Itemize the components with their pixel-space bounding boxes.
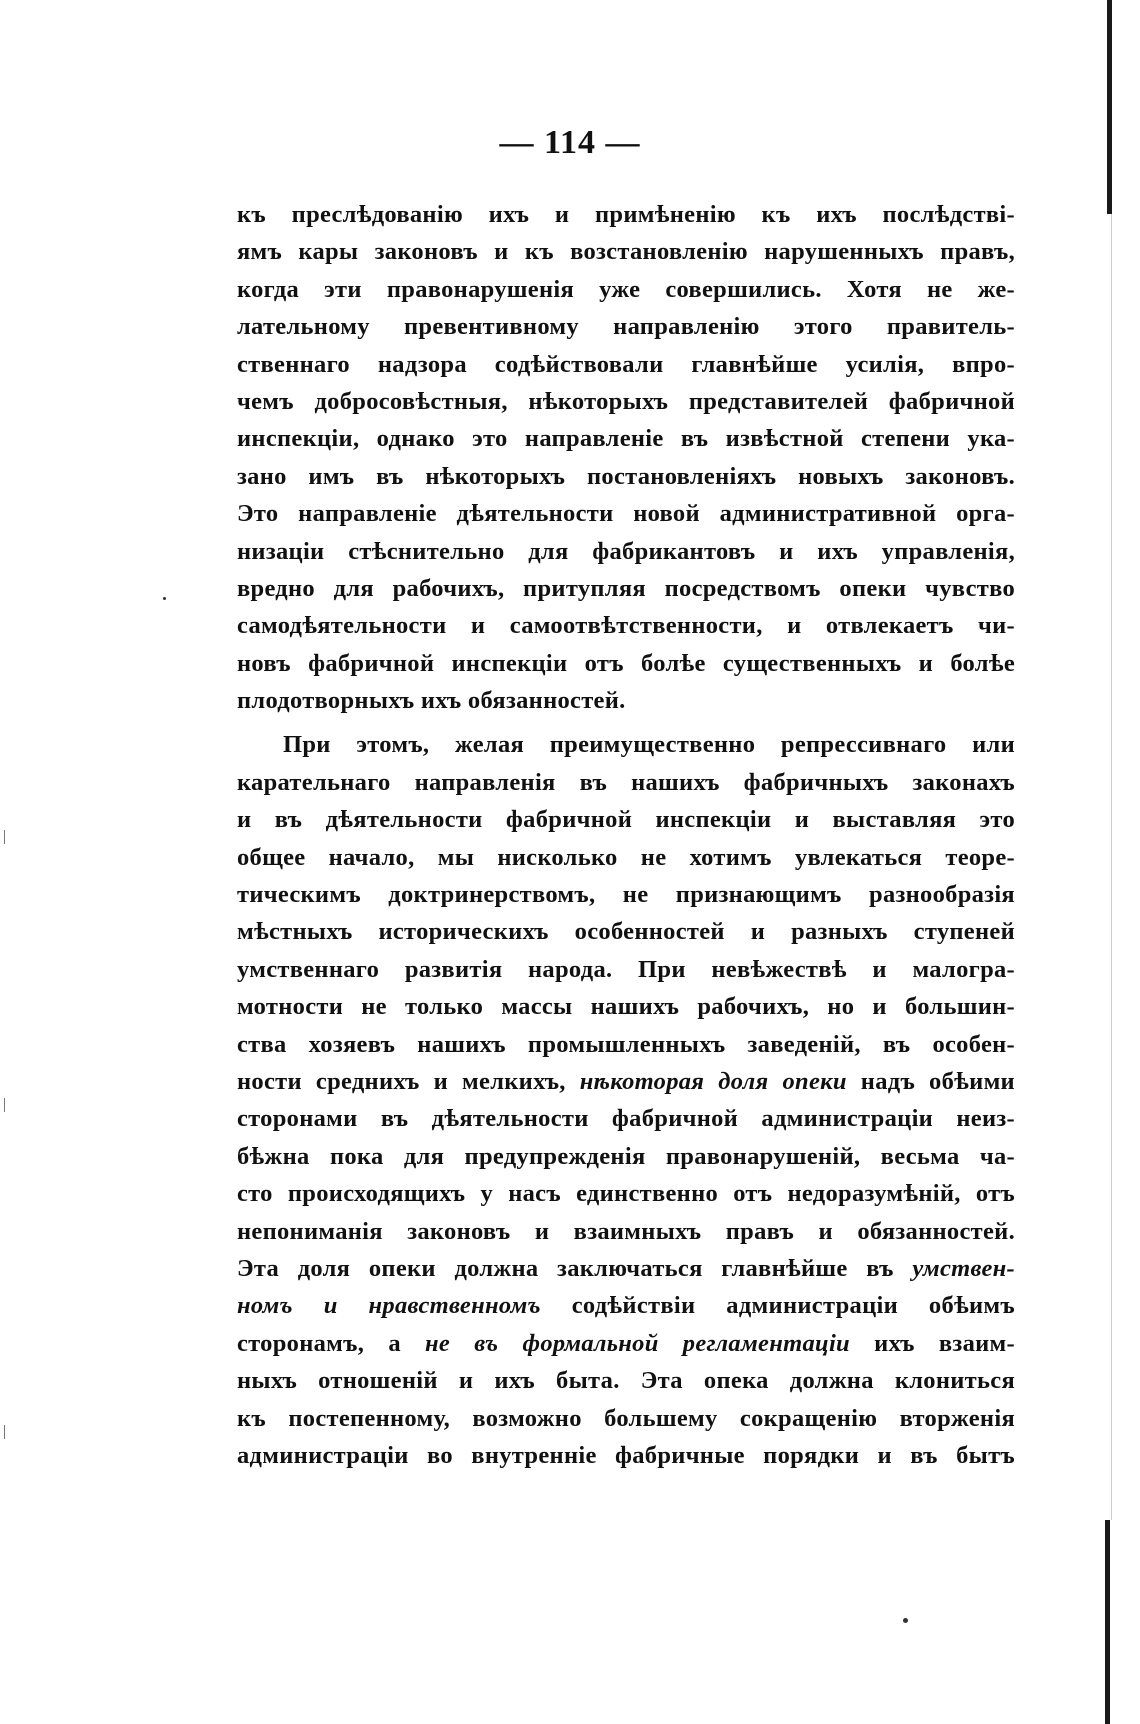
paragraph-2 bbox=[237, 726, 1015, 1474]
text-line-mixed bbox=[237, 1063, 1015, 1100]
text-line: низаціи стѣснительно для фабрикантовъ и ихъ управленія, bbox=[237, 537, 1015, 565]
text-line: плодотворныхъ ихъ обязанностей. bbox=[237, 687, 626, 715]
text-line: мотности не только массы нашихъ рабочихъ, но и большин- bbox=[237, 993, 1015, 1021]
text-line: къ преслѣдованію ихъ и примѣненію къ ихъ послѣдстві- bbox=[237, 201, 1015, 228]
text-line-mixed bbox=[237, 1287, 1015, 1324]
text-line: когда эти правонарушенія уже совершились. Хотя не же- bbox=[237, 275, 1015, 303]
text-line: вредно для рабочихъ, притупляя посредствомъ опеки чувство bbox=[237, 574, 1015, 602]
text-line: непониманія законовъ и взаимныхъ правъ и обязанностей. bbox=[237, 1217, 1015, 1245]
text-line: и въ дѣятельности фабричной инспекціи и выставляя это bbox=[237, 806, 1015, 834]
scan-edge-line bbox=[1111, 214, 1112, 1520]
scan-edge-bar-top bbox=[1107, 0, 1112, 214]
ink-speck bbox=[163, 597, 166, 600]
page-number: — 114 — bbox=[499, 124, 641, 161]
text-line-mixed bbox=[237, 1250, 1015, 1287]
text-line: лательному превентивному направленію этого правитель- bbox=[237, 313, 1015, 341]
text-run: содѣйствіи администраціи обѣимъ bbox=[540, 1292, 1015, 1320]
text-line: чемъ добросовѣстныя, нѣкоторыхъ представителей фабричной bbox=[237, 387, 1015, 415]
text-run: Эта доля опеки должна заключаться главнѣйше въ bbox=[237, 1254, 913, 1282]
paragraph-1 bbox=[237, 196, 1015, 719]
text-line: Это направленіе дѣятельности новой административной орга- bbox=[237, 500, 1015, 528]
text-line: сто происходящихъ у насъ единственно отъ недоразумѣній, отъ bbox=[237, 1180, 1015, 1208]
text-line: ямъ кары законовъ и къ возстановленію нарушенныхъ правъ, bbox=[237, 238, 1015, 266]
body-text bbox=[237, 196, 1015, 1474]
text-run: ихъ взаим- bbox=[849, 1329, 1015, 1357]
text-line: ства хозяевъ нашихъ промышленныхъ заведеній, въ особен- bbox=[237, 1030, 1015, 1058]
scan-mark bbox=[4, 1425, 5, 1439]
text-line: общее начало, мы нисколько не хотимъ увлекаться теоре- bbox=[237, 843, 1015, 871]
text-line: карательнаго направленія въ нашихъ фабричныхъ законахъ bbox=[237, 768, 1015, 796]
text-line: новъ фабричной инспекціи отъ болѣе существенныхъ и болѣе bbox=[237, 649, 1015, 677]
text-line-mixed bbox=[237, 1325, 1015, 1362]
scan-mark bbox=[4, 830, 5, 844]
text-line: умственнаго развитія народа. При невѣжествѣ и малогра- bbox=[237, 955, 1015, 983]
text-line: бѣжна пока для предупрежденія правонарушеній, весьма ча- bbox=[237, 1142, 1015, 1170]
text-line: тическимъ доктринерствомъ, не признающимъ разнообразія bbox=[237, 881, 1015, 909]
scan-edge-bar-bottom bbox=[1105, 1520, 1110, 1724]
text-line: администраціи во внутренніе фабричные порядки и въ бытъ bbox=[237, 1441, 1015, 1469]
text-line: самодѣятельности и самоотвѣтственности, и отвлекаетъ чи- bbox=[237, 612, 1015, 640]
text-line: сторонами въ дѣятельности фабричной администраціи неиз- bbox=[237, 1105, 1015, 1133]
text-line: ныхъ отношеній и ихъ быта. Эта опека должна клониться bbox=[237, 1367, 1015, 1395]
italic-emphasis: умствен- bbox=[912, 1254, 1015, 1282]
ink-speck bbox=[903, 1618, 908, 1623]
text-run: сторонамъ, а bbox=[237, 1329, 426, 1357]
paragraph-gap bbox=[237, 719, 1015, 726]
text-run: надъ обѣими bbox=[846, 1067, 1015, 1095]
scan-mark bbox=[4, 1098, 5, 1112]
italic-emphasis: не въ формальной регламентаціи bbox=[425, 1329, 850, 1357]
text-line: ственнаго надзора содѣйствовали главнѣйше усилія, впро- bbox=[237, 350, 1015, 378]
text-run: ности среднихъ и мелкихъ, bbox=[237, 1067, 580, 1095]
text-line: зано имъ въ нѣкоторыхъ постановленіяхъ новыхъ законовъ. bbox=[237, 462, 1015, 490]
italic-emphasis: номъ и нравственномъ bbox=[237, 1292, 541, 1320]
text-line: мѣстныхъ историческихъ особенностей и разныхъ ступеней bbox=[237, 918, 1015, 946]
text-line: При этомъ, желая преимущественно репрессивнаго или bbox=[283, 731, 1015, 759]
text-line: инспекціи, однако это направленіе въ извѣстной степени ука- bbox=[237, 425, 1015, 453]
italic-emphasis: нѣкоторая доля опеки bbox=[579, 1067, 847, 1095]
text-line: къ постепенному, возможно большему сокращенію вторженія bbox=[237, 1404, 1015, 1432]
